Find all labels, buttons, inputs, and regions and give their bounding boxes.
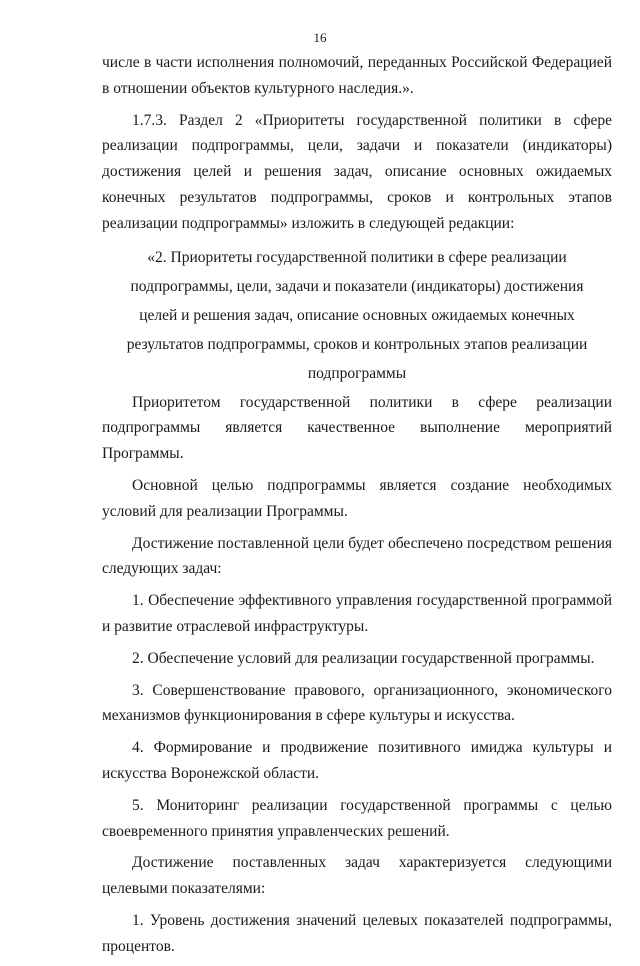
task-item-1: 1. Обеспечение эффективного управления государственной программой и развитие отраслевой инфраструктуры. <box>102 592 612 635</box>
paragraph-goal: Основной целью подпрограммы является создание необходимых условий для реализации Программы. <box>102 476 612 520</box>
indicator-item-1: 1. Уровень достижения значений целевых показателей подпрограммы, процентов. <box>102 911 612 955</box>
paragraph-indicators-intro: Достижение поставленных задач характеризуется следующими целевыми показателями: <box>102 854 612 898</box>
task-item-2: 2. Обеспечение условий для реализации государственной программы. <box>132 649 595 667</box>
page-number: 16 <box>313 30 327 45</box>
task-item-3: 3. Совершенствование правового, организационного, экономического механизмов функционирования в сфере культуры и искусства. <box>102 681 612 725</box>
paragraph-priority: Приоритетом государственной политики в сфере реализации подпрограммы является качественное выполнение мероприятий Программы. <box>102 393 612 463</box>
task-item-5: 5. Мониторинг реализации государственной программы с целью своевременного принятия управленческих решений. <box>102 796 612 840</box>
paragraph-tasks-intro: Достижение поставленной цели будет обеспечено посредством решения следующих задач: <box>102 534 612 578</box>
task-item-4: 4. Формирование и продвижение позитивного имиджа культуры и искусства Воронежской области. <box>102 739 612 782</box>
paragraph-continuation: числе в части исполнения полномочий, переданных Российской Федерацией в отношении объектов культурного наследия.». <box>102 54 612 97</box>
document-body <box>102 50 612 966</box>
paragraph-amendment: 1.7.3. Раздел 2 «Приоритеты государственной политики в сфере реализации подпрограммы, цели, задачи и показатели (индикаторы) достижения целей и решения задач, описание основных ожидаемых конечных результатов подпрограммы, сроков и контрольных этапов реализации подпрограммы» изложить в следующей редакции: <box>102 111 612 232</box>
section-heading: «2. Приоритеты государственной политики в сфере реализации подпрограммы, цели, задачи и показатели (индикаторы) достижения целей и решения задач, описание основных ожидаемых конечных результатов подпрограммы, сроков и контрольных этапов реализации подпрограммы <box>126 248 588 382</box>
